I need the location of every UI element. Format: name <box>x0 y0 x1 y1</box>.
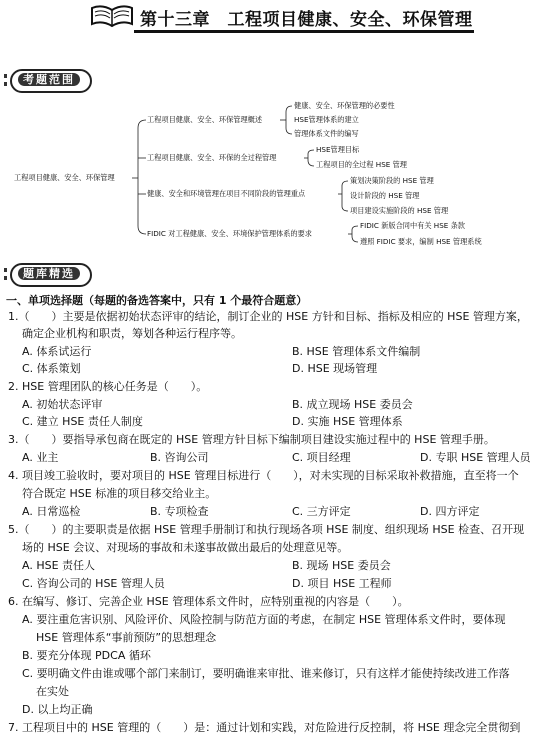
question-2-option-c: C. 建立 HSE 责任人制度 <box>22 415 143 428</box>
question-3-stem: 3.（ ）要指导承包商在既定的 HSE 管理方针目标下编制项目建设实施过程中的 HSE 管理手册。 <box>8 433 495 446</box>
chapter-title: 第十三章 工程项目健康、安全、环保管理 <box>140 10 473 30</box>
question-5-option-c: C. 咨询公司的 HSE 管理人员 <box>22 577 165 590</box>
open-book-icon <box>90 2 134 28</box>
question-6-option-c: 在实处 <box>36 685 69 698</box>
question-5-option-a: A. HSE 责任人 <box>22 559 96 572</box>
mindmap-root: 工程项目健康、安全、环保管理 <box>14 173 115 182</box>
question-1-option-c: C. 体系策划 <box>22 362 81 375</box>
mindmap-leaf: 项目建设实施阶段的 HSE 管理 <box>350 206 449 215</box>
question-4-option-b: B. 专项检查 <box>150 505 209 518</box>
question-6-option-b: B. 要充分体现 PDCA 循环 <box>22 649 151 662</box>
question-2-option-d: D. 实施 HSE 管理体系 <box>292 415 403 428</box>
question-1-option-d: D. HSE 现场管理 <box>292 362 378 375</box>
mindmap-branch-1: 工程项目健康、安全、环保管理概述 <box>147 115 263 124</box>
question-1-option-a: A. 体系试运行 <box>22 345 92 358</box>
mindmap-leaf: 策划决策阶段的 HSE 管理 <box>350 176 434 185</box>
question-1-stem: 确定企业机构和职责，筹划各种运行程序等。 <box>22 327 242 340</box>
question-4-stem: 符合既定 HSE 标准的项目移交给业主。 <box>22 487 217 500</box>
question-2-stem: 2. HSE 管理团队的核心任务是（ ）。 <box>8 380 208 393</box>
mindmap-branch-3: 健康、安全和环境管理在项目不同阶段的管理重点 <box>147 189 306 198</box>
question-5-option-b: B. 现场 HSE 委员会 <box>292 559 391 572</box>
question-1-option-b: B. HSE 管理体系文件编制 <box>292 345 421 358</box>
exam-scope-label: 考题范围 <box>23 73 75 86</box>
mindmap-branch-4: FIDIC 对工程健康、安全、环境保护管理体系的要求 <box>147 229 312 238</box>
mindmap-leaf: 遵照 FIDIC 要求，编制 HSE 管理系统 <box>360 237 482 246</box>
question-5-stem: 5.（ ）的主要职责是依据 HSE 管理手册制订和执行现场各项 HSE 制度、组织现场 HSE 检查、召开现 <box>8 523 525 536</box>
question-4-option-d: D. 四方评定 <box>420 505 480 518</box>
question-3-option-c: C. 项目经理 <box>292 451 351 464</box>
question-4-option-a: A. 日常巡检 <box>22 505 81 518</box>
mindmap-leaf: 工程项目的全过程 HSE 管理 <box>316 160 407 169</box>
mindmap-leaf: 管理体系文件的编写 <box>294 129 359 138</box>
question-1-stem: 1.（ ）主要是依据初始状态评审的结论，制订企业的 HSE 方针和目标、指标及相应的 HSE 管理方案， <box>8 310 528 323</box>
mindmap-leaf: HSE管理目标 <box>316 145 360 154</box>
question-3-option-a: A. 业主 <box>22 451 59 464</box>
question-7-stem: 7. 工程项目中的 HSE 管理的（ ）是：通过计划和实践，对危险进行反控制，将 HSE 理念完全贯彻到 <box>8 721 521 734</box>
mindmap-leaf: 设计阶段的 HSE 管理 <box>350 191 420 200</box>
question-6-stem: 6. 在编写、修订、完善企业 HSE 管理体系文件时，应特别重视的内容是（ ）。 <box>8 595 409 608</box>
header-rule <box>134 30 474 33</box>
question-6-option-a: HSE 管理体系“事前预防”的思想理念 <box>36 631 217 644</box>
question-6-option-d: D. 以上均正确 <box>22 703 93 716</box>
question-6-option-c: C. 要明确文件由谁或哪个部门来制订，要明确谁来审批、谁来修订，只有这样才能使持续改进工作落 <box>22 667 510 680</box>
question-4-option-c: C. 三方评定 <box>292 505 351 518</box>
question-4-stem: 4. 项目竣工验收时，要对项目的 HSE 管理目标进行（ ），对未实现的目标采取补救措施，直至将一个 <box>8 469 519 482</box>
question-6-option-a: A. 要注重危害识别、风险评价、风险控制与防范方面的考虑，在制定 HSE 管理体系文件时，要体现 <box>22 613 506 626</box>
mindmap-branch-2: 工程项目健康、安全、环保的全过程管理 <box>147 153 277 162</box>
question-3-option-b: B. 咨询公司 <box>150 451 209 464</box>
question-3-option-d: D. 专职 HSE 管理人员 <box>420 451 531 464</box>
question-5-option-d: D. 项目 HSE 工程师 <box>292 577 392 590</box>
mindmap-leaf: 健康、安全、环保管理的必要性 <box>294 101 395 110</box>
question-5-stem: 场的 HSE 会议、对现场的事故和未遂事故做出最后的处理意见等。 <box>22 541 349 554</box>
exam-scope-badge <box>4 68 94 92</box>
question-2-option-a: A. 初始状态评审 <box>22 398 103 411</box>
mindmap-leaf: HSE管理体系的建立 <box>294 115 359 124</box>
question-2-option-b: B. 成立现场 HSE 委员会 <box>292 398 413 411</box>
question-bank-label: 题库精选 <box>23 267 75 280</box>
section-heading: 一、单项选择题（每题的备选答案中，只有 1 个最符合题意） <box>6 294 308 307</box>
mindmap-leaf: FIDIC 新版合同中有关 HSE 条款 <box>360 221 465 230</box>
question-bank-badge <box>4 262 94 286</box>
